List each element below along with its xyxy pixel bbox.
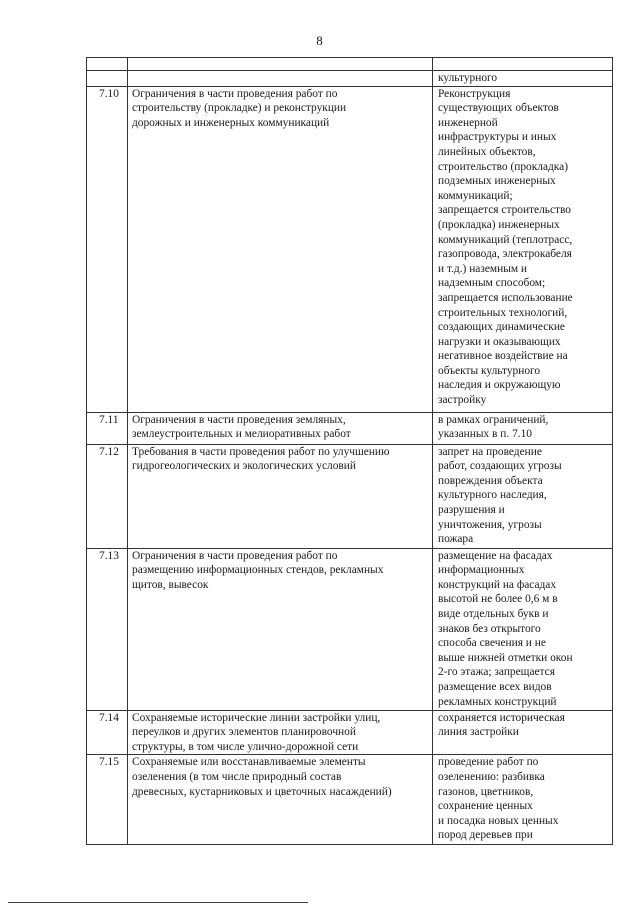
row-value	[433, 58, 613, 71]
table-row	[87, 710, 613, 755]
row-description: Ограничения в части проведения работ по строительству (прокладке) и реконструкции дорожных и инженерных коммуникаций	[128, 86, 433, 412]
table-row	[87, 86, 613, 412]
table-row	[87, 444, 613, 548]
page-number: 8	[316, 33, 323, 48]
row-number: 7.12	[87, 444, 128, 548]
row-number: 7.11	[87, 412, 128, 444]
restrictions-table	[86, 57, 613, 845]
table-row	[87, 548, 613, 710]
row-description: Требования в части проведения работ по улучшению гидрогеологических и экологических условий	[128, 444, 433, 548]
row-number: 7.13	[87, 548, 128, 710]
table-row	[87, 58, 613, 71]
table-row	[87, 412, 613, 444]
row-description: Сохраняемые исторические линии застройки улиц, переулков и других элементов планировочной структуры, в том числе улично-дорожной сети	[128, 710, 433, 755]
row-number: 7.10	[87, 86, 128, 412]
row-value: сохраняется историческая линия застройки	[433, 710, 613, 755]
row-description: Сохраняемые или восстанавливаемые элементы озеленения (в том числе природный состав древесных, кустарниковых и цветочных насаждений)	[128, 755, 433, 845]
table-row	[87, 71, 613, 87]
row-description	[128, 71, 433, 87]
row-description	[128, 58, 433, 71]
row-value: культурного	[433, 71, 613, 87]
row-number	[87, 58, 128, 71]
row-value: Реконструкция существующих объектов инженерной инфраструктуры и иных линейных объектов, строительство (прокладка) подземных инженерных коммуникаций; запрещается строительство (прокладка) инженерных коммуникаций (теплотрасс, газопровода, электрокабеля и т.д.) наземным и надземным способом; запрещается использование строительных технологий, создающих динамические нагрузки и оказывающих негативное воздействие на объекты культурного наследия и окружающую застройку	[433, 86, 613, 412]
row-value: размещение на фасадах информационных конструкций на фасадах высотой не более 0,6 м в виде отдельных букв и знаков без открытого способа свечения и не выше нижней отметки окон 2-го этажа; запрещается размещение всех видов рекламных конструкций	[433, 548, 613, 710]
footer-rule	[8, 902, 308, 903]
row-description: Ограничения в части проведения земляных, землеустроительных и мелиоративных работ	[128, 412, 433, 444]
row-value: проведение работ по озеленению: разбивка газонов, цветников, сохранение ценных и посадка новых ценных пород деревьев при	[433, 755, 613, 845]
row-number: 7.14	[87, 710, 128, 755]
row-number: 7.15	[87, 755, 128, 845]
row-value: в рамках ограничений, указанных в п. 7.10	[433, 412, 613, 444]
row-value: запрет на проведение работ, создающих угрозы повреждения объекта культурного наследия, разрушения и уничтожения, угрозы пожара	[433, 444, 613, 548]
row-description: Ограничения в части проведения работ по размещению информационных стендов, рекламных щитов, вывесок	[128, 548, 433, 710]
table-row	[87, 755, 613, 845]
row-number	[87, 71, 128, 87]
